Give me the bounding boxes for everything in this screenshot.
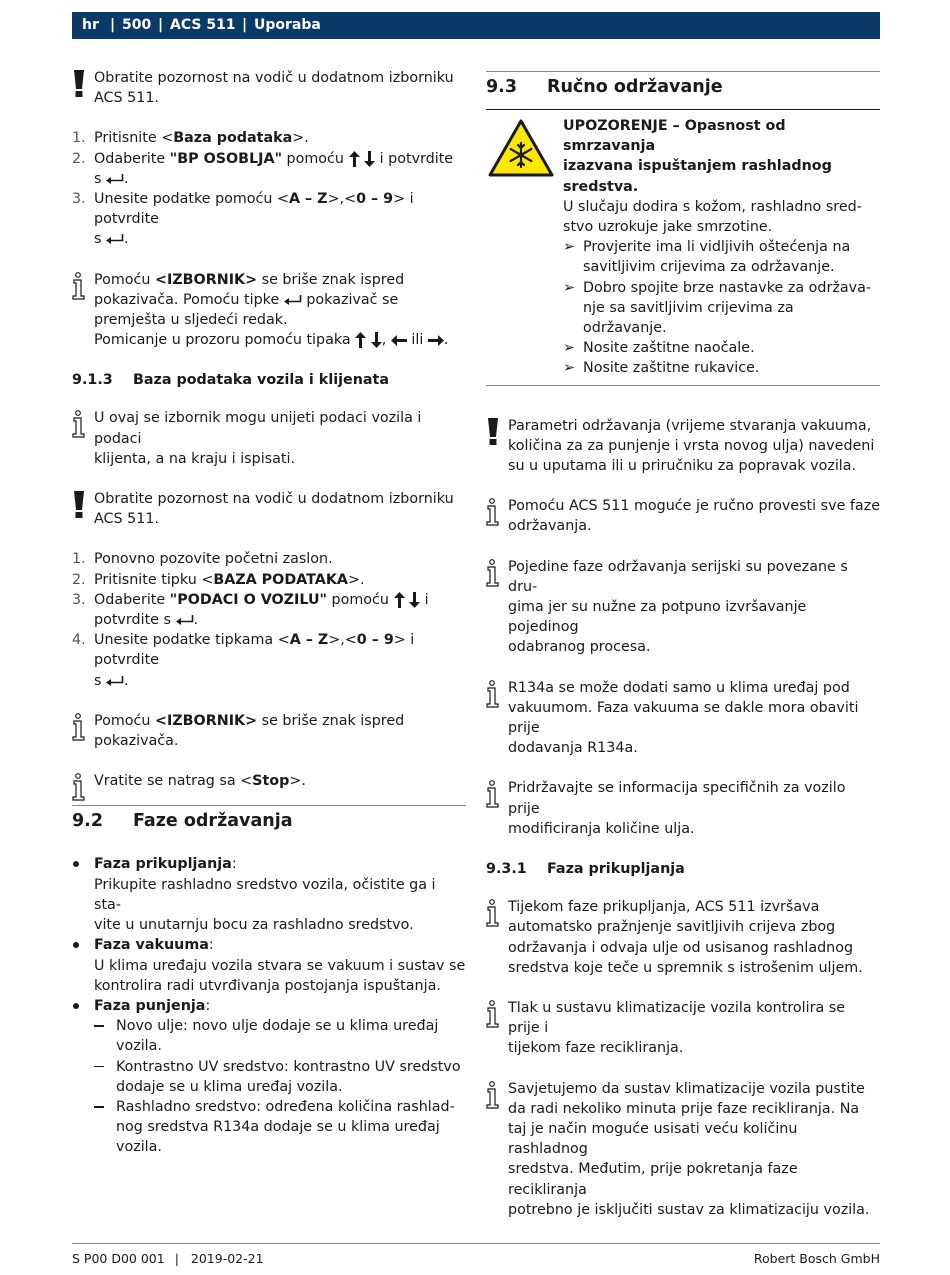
warning-text: U slučaju dodira s kožom, rashladno sred- <box>563 198 862 215</box>
info-text: premješta u sljedeći redak. <box>94 312 288 329</box>
warning-item-text: savitljivim crijevima za održavanje. <box>583 259 835 276</box>
phase-item <box>72 996 466 1158</box>
step-item <box>72 549 466 569</box>
enter-key-icon <box>284 295 302 305</box>
info-text: potrebno je isključiti sustav za klimatizaciju vozila. <box>508 1201 870 1218</box>
sub-text: Rashladno sredstvo: određena količina rashlad- <box>116 1098 455 1115</box>
step-text: >,< <box>328 632 357 649</box>
step-key: 0 – 9 <box>356 632 394 649</box>
step-text: s <box>94 672 106 689</box>
footer-date: 2019-02-21 <box>190 1251 264 1266</box>
step-number: 1. <box>72 551 86 568</box>
step-text: pomoću <box>327 591 394 608</box>
step-item: 3. Unesite podatke pomoću <A – Z>,<0 – 9> i potvrdite s . <box>72 191 414 248</box>
info-icon <box>486 559 502 587</box>
info-text: R134a se može dodati samo u klima uređaj pod <box>508 679 850 696</box>
sub-text: vozila. <box>116 1139 162 1156</box>
info-icon <box>486 680 502 708</box>
info-icon <box>486 1081 502 1109</box>
info-text: Pomicanje u prozoru pomoću tipaka <box>94 332 356 349</box>
sub-item <box>94 1097 466 1158</box>
phase-text: kontrolira radi utvrđivanja postojanja ispuštanja. <box>94 977 441 994</box>
sub-text: nog sredstva R134a dodaje se u klima uređaj <box>116 1119 440 1136</box>
step-text: Ponovno pozovite početni zaslon. <box>94 551 333 568</box>
step-text: Odaberite <box>94 150 170 167</box>
phase-title: Faza prikupljanja <box>94 856 232 873</box>
section-number: 9.3.1 <box>486 861 527 878</box>
arrow-left-icon <box>391 335 407 346</box>
section-title: Faze održavanja <box>133 811 293 832</box>
step-text: Pritisnite tipku < <box>94 571 214 588</box>
arrow-bullet-icon: ➢ <box>563 340 575 357</box>
info-icon <box>72 272 88 300</box>
footer-divider <box>72 1243 880 1244</box>
section-number: 9.1.3 <box>72 372 113 389</box>
footer-left <box>72 1251 264 1267</box>
phase-text: vite u unutarnju bocu za rashladno sredstvo. <box>94 917 414 934</box>
step-text: >. <box>292 130 309 147</box>
note-line: Obratite pozornost na vodič u dodatnom izborniku <box>94 70 454 86</box>
sub-text: Novo ulje: novo ulje dodaje se u klima uređaj <box>116 1018 439 1035</box>
warning-item <box>563 358 880 378</box>
step-text: Odaberite <box>94 591 170 608</box>
step-number: 2. <box>72 571 86 588</box>
sub-text: Kontrastno UV sredstvo: kontrastno UV sredstvo <box>116 1058 461 1075</box>
step-text: > i potvrdite <box>94 632 415 669</box>
warning-item <box>563 278 880 339</box>
info-text: se briše znak ispred <box>257 271 405 288</box>
section-title: Faza prikupljanja <box>547 861 685 878</box>
arrow-up-icon <box>349 151 360 167</box>
steps-list <box>72 128 466 249</box>
info-text: pokazivača. Pomoću tipke <box>94 291 284 308</box>
info-text: U ovaj se izbornik mogu unijeti podaci vozila i podaci <box>94 410 422 447</box>
info-icon <box>72 713 88 741</box>
warning-item-text: nje sa savitljivim crijevima za održavanje. <box>583 299 794 337</box>
step-text: >,< <box>327 191 357 208</box>
section-heading <box>486 71 880 110</box>
info-key: <IZBORNIK> <box>155 712 258 729</box>
frost-warning-icon <box>488 119 554 177</box>
arrow-bullet-icon: ➢ <box>563 360 575 377</box>
dash-icon <box>94 1066 104 1068</box>
page-header <box>72 12 880 39</box>
warning-list <box>563 237 880 378</box>
info-text: ili <box>406 332 428 349</box>
header-lang: hr <box>82 17 99 33</box>
info-icon <box>486 899 502 927</box>
header-product: ACS 511 <box>170 17 236 33</box>
info-text: automatsko pražnjenje savitljivih crijeva zbog <box>508 919 836 936</box>
section-number: 9.3 <box>486 77 518 97</box>
step-key: 0 – 9 <box>356 191 394 208</box>
sub-text: vozila. <box>116 1038 162 1055</box>
arrow-down-icon <box>409 592 420 608</box>
step-number: 2. <box>72 150 86 167</box>
bullet-icon <box>73 861 79 867</box>
section-title: Baza podataka vozila i klijenata <box>133 372 390 389</box>
header-sep: | <box>242 17 248 33</box>
phase-colon: : <box>205 997 211 1014</box>
exclamation-icon <box>72 491 86 519</box>
step-text: >. <box>348 571 365 588</box>
dash-icon <box>94 1025 104 1027</box>
info-text: sredstva. Međutim, prije pokretanja faze recikliranja <box>508 1161 798 1198</box>
header-page: 500 <box>122 17 152 33</box>
step-number: 4. <box>72 632 86 649</box>
footer-company: Robert Bosch GmbH <box>753 1251 880 1266</box>
phase-colon: : <box>208 937 214 954</box>
step-text: Unesite podatke tipkama < <box>94 632 290 649</box>
warning-item-text: Provjerite ima li vidljivih oštećenja na <box>583 239 851 256</box>
enter-key-icon <box>106 234 124 244</box>
step-key: BAZA PODATAKA <box>213 571 348 588</box>
info-text: tijekom faze recikliranja. <box>508 1040 684 1057</box>
phase-item <box>72 935 466 996</box>
step-text: pomoću <box>282 150 349 167</box>
info-key: Stop <box>252 773 290 790</box>
warning-title: izazvana ispuštanjem rashladnog sredstva. <box>563 158 832 195</box>
step-item: 4. Unesite podatke tipkama <A – Z>,<0 – 9> i potvrdite s . <box>72 632 415 689</box>
info-note <box>72 711 466 751</box>
step-number: 3. <box>72 191 86 208</box>
phase-text: Prikupite rashladno sredstvo vozila, očistite ga i sta- <box>94 876 436 913</box>
enter-key-icon <box>106 676 124 686</box>
sub-text: dodaje se u klima uređaj vozila. <box>116 1078 343 1095</box>
bullet-icon <box>73 1003 79 1009</box>
sub-item <box>94 1057 466 1097</box>
section-heading <box>486 859 880 879</box>
note-line: Obratite pozornost na vodič u dodatnom izborniku <box>94 491 454 508</box>
dash-icon <box>94 1106 104 1108</box>
warning-title: UPOZORENJE – Opasnost od smrzavanja <box>563 118 786 155</box>
step-number: 3. <box>72 591 86 608</box>
bullet-icon <box>73 942 79 948</box>
section-heading <box>72 370 466 390</box>
info-text: se briše znak ispred <box>257 712 405 729</box>
sub-item <box>94 1016 466 1056</box>
step-text: potvrdite s <box>94 612 176 629</box>
phases-list <box>72 854 466 1157</box>
info-text: Tijekom faze prikupljanja, ACS 511 izvršava <box>508 899 820 916</box>
step-text: Pritisnite < <box>94 130 174 147</box>
step-key: A – Z <box>289 632 329 649</box>
header-sep: | <box>158 17 164 33</box>
right-column <box>486 68 880 1240</box>
info-text: Pojedine faze održavanja serijski su povezane s dru- <box>508 558 848 595</box>
info-icon <box>72 773 88 801</box>
warning-box <box>486 110 880 386</box>
exclamation-icon <box>72 70 86 98</box>
warning-item-text: Nosite zaštitne naočale. <box>583 340 755 357</box>
info-text: da radi nekoliko minuta prije faze recikliranja. Na <box>508 1100 860 1117</box>
info-text: Pomoću <box>94 712 155 729</box>
info-text: odabranog procesa. <box>508 639 651 656</box>
warning-item-text: Dobro spojite brze nastavke za održava- <box>583 279 872 296</box>
info-text: taj je način moguće usisati veću količinu rashladnog <box>508 1120 798 1158</box>
attention-note <box>72 489 466 529</box>
info-text: vakuumom. Faza vakuuma se dakle mora obaviti prije <box>508 699 859 737</box>
section-title: Ručno održavanje <box>547 77 723 97</box>
arrow-bullet-icon: ➢ <box>563 239 575 256</box>
info-note <box>486 557 880 658</box>
info-text: Vratite se natrag sa < <box>94 773 253 790</box>
step-text: s <box>94 170 106 187</box>
info-text: gima jer su nužne za potpuno izvršavanje pojedinog <box>508 599 807 636</box>
arrow-up-icon <box>394 592 405 608</box>
header-sep: | <box>110 17 116 33</box>
step-item <box>72 570 466 590</box>
warning-text: stvo uzrokuje jake smrzotine. <box>563 219 773 236</box>
attention-note <box>72 68 466 108</box>
arrow-right-icon <box>428 335 444 346</box>
arrow-up-icon <box>355 332 366 348</box>
attention-note <box>486 416 880 477</box>
info-note <box>72 270 466 351</box>
step-item: 3. Odaberite "PODACI O VOZILU" pomoću i potvrdite s . <box>72 591 429 629</box>
info-icon <box>486 1000 502 1028</box>
step-key: "PODACI O VOZILU" <box>169 591 328 608</box>
info-text: >. <box>289 773 306 790</box>
info-note <box>72 408 466 469</box>
info-text: Tlak u sustavu klimatizacije vozila kontrolira se prije i <box>508 999 846 1037</box>
note-line: ACS 511. <box>94 511 159 528</box>
info-text: dodavanja R134a. <box>508 740 638 757</box>
note-line: ACS 511. <box>94 90 159 107</box>
info-text: održavanja. <box>508 518 592 535</box>
step-text: i potvrdite <box>375 150 454 167</box>
note-line: količina za za punjenje i vrsta novog ulja) navedeni <box>508 437 875 454</box>
enter-key-icon <box>106 174 124 184</box>
phase-title: Faza vakuuma <box>94 937 209 954</box>
phase-colon: : <box>231 856 237 873</box>
arrow-down-icon <box>364 151 375 167</box>
section-heading <box>72 805 466 834</box>
info-icon <box>486 780 502 808</box>
header-chapter: Uporaba <box>254 17 321 33</box>
phase-title: Faza punjenja <box>94 997 206 1014</box>
info-note <box>486 897 880 978</box>
info-icon <box>72 410 88 438</box>
info-text: pokazivača. <box>94 733 179 750</box>
exclamation-icon <box>486 418 500 446</box>
info-text: , <box>381 332 391 349</box>
info-text: Savjetujemo da sustav klimatizacije vozila pustite <box>508 1080 865 1097</box>
warning-item-text: Nosite zaštitne rukavice. <box>583 360 760 377</box>
info-text: Pomoću ACS 511 moguće je ručno provesti sve faze <box>508 498 880 515</box>
footer-separator: | <box>174 1251 179 1266</box>
step-text: i <box>420 591 429 608</box>
note-line: Parametri održavanja (vrijeme stvaranja vakuuma, <box>508 417 872 434</box>
info-text: . <box>443 332 449 349</box>
arrow-bullet-icon: ➢ <box>563 279 575 296</box>
step-text: > i potvrdite <box>94 191 414 228</box>
info-note <box>486 496 880 536</box>
step-key: Baza podataka <box>173 130 293 147</box>
info-note <box>486 998 880 1059</box>
info-text: održavanja i odvaja ulje od usisanog rashladnog <box>508 939 854 956</box>
step-key: "BP OSOBLJA" <box>169 150 283 167</box>
info-note <box>72 771 466 791</box>
info-note <box>486 1079 880 1220</box>
footer-doc-number: S P00 D00 001 <box>72 1251 165 1266</box>
info-text: Pridržavajte se informacija specifičnih za vozilo prije <box>508 780 846 817</box>
steps-list <box>72 549 466 690</box>
info-text: klijenta, a na kraju i ispisati. <box>94 450 295 467</box>
step-item <box>72 128 466 148</box>
info-icon <box>486 498 502 526</box>
info-text: pokazivač se <box>301 291 399 308</box>
step-text: Unesite podatke pomoću < <box>94 191 290 208</box>
section-number: 9.2 <box>72 811 104 832</box>
warning-item <box>563 237 880 277</box>
info-text: Pomoću <box>94 271 155 288</box>
info-text: sredstva koje teče u spremnik s istrošenim uljem. <box>508 959 863 976</box>
left-column <box>72 68 466 1158</box>
note-line: su u uputama ili u priručniku za popravak vozila. <box>508 458 857 475</box>
step-item: 2. Odaberite "BP OSOBLJA" pomoću i potvrdite s . <box>72 150 454 187</box>
info-note <box>486 678 880 759</box>
info-key: <IZBORNIK> <box>155 271 258 288</box>
phase-text: U klima uređaju vozila stvara se vakuum i sustav se <box>94 957 466 974</box>
info-text: modificiranja količine ulja. <box>508 820 695 837</box>
info-note <box>486 778 880 839</box>
step-key: A – Z <box>289 191 328 208</box>
arrow-down-icon <box>371 332 382 348</box>
sub-list <box>94 1016 466 1157</box>
enter-key-icon <box>176 615 194 625</box>
phase-item <box>72 854 466 935</box>
step-text: s <box>94 231 106 248</box>
warning-item <box>563 338 880 358</box>
step-number: 1. <box>72 130 86 147</box>
